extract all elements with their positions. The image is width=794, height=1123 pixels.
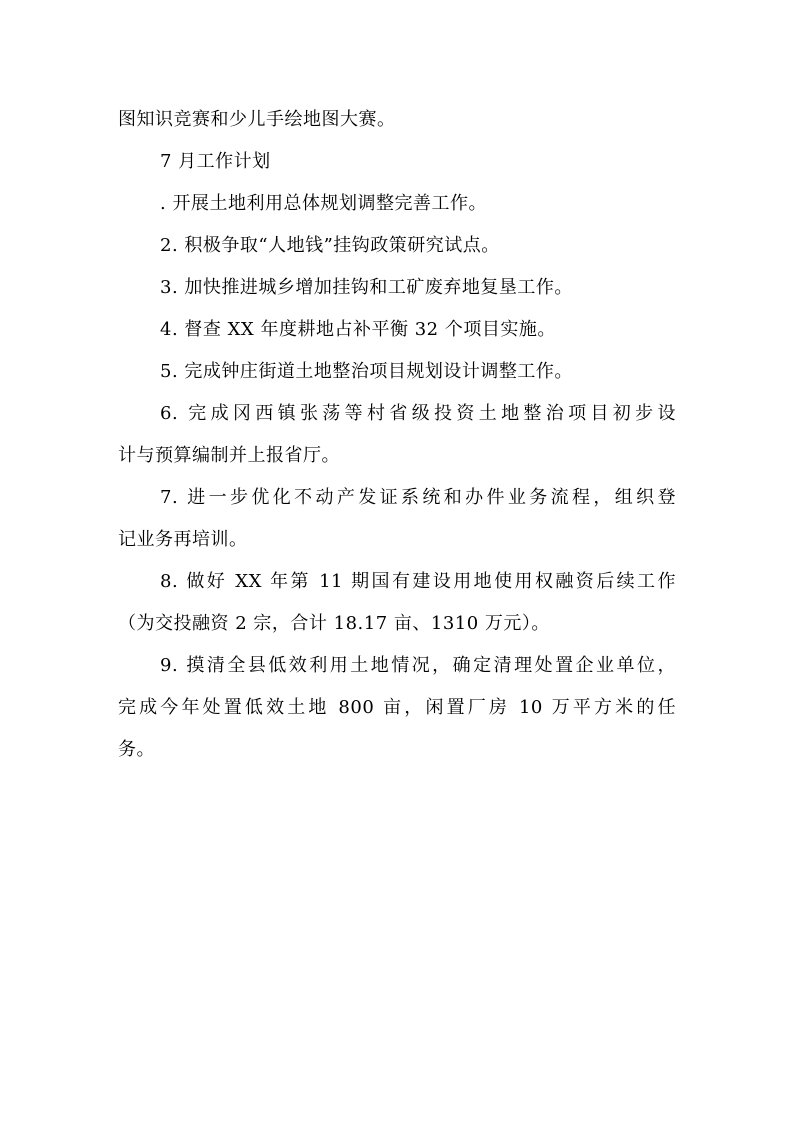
plan-item-2: 2. 积极争取“人地钱”挂钩政策研究试点。	[160, 235, 500, 256]
text-line: 图知识竞赛和少儿手绘地图大赛。	[118, 109, 396, 130]
plan-item-6-cont: 计与预算编制并上报省厅。	[118, 445, 340, 466]
plan-item-9-cont: 完成今年处置低效土地 800 亩，闲置厂房 10 万平方米的任	[118, 697, 676, 718]
document-body	[118, 99, 676, 771]
plan-item-9: 9. 摸清全县低效利用土地情况，确定清理处置企业单位，	[160, 655, 676, 676]
plan-item-4: 4. 督查 XX 年度耕地占补平衡 32 个项目实施。	[160, 319, 556, 340]
plan-item-7-cont: 记业务再培训。	[118, 529, 248, 550]
section-heading: 7 月工作计划	[160, 151, 271, 172]
plan-item-5: 5. 完成钟庄街道土地整治项目规划设计调整工作。	[160, 361, 573, 382]
plan-item-6: 6. 完成冈西镇张荡等村省级投资土地整治项目初步设	[160, 403, 676, 424]
plan-item-3: 3. 加快推进城乡增加挂钩和工矿废弃地复垦工作。	[160, 277, 573, 298]
plan-item-8-cont: （为交投融资 2 宗，合计 18.17 亩、1310 万元）。	[118, 613, 550, 634]
plan-item-8: 8. 做好 XX 年第 11 期国有建设用地使用权融资后续工作	[160, 571, 676, 592]
plan-item-1: . 开展土地利用总体规划调整完善工作。	[160, 193, 487, 214]
plan-item-7: 7. 进一步优化不动产发证系统和办件业务流程，组织登	[160, 487, 676, 508]
plan-item-9-end: 务。	[118, 739, 155, 760]
